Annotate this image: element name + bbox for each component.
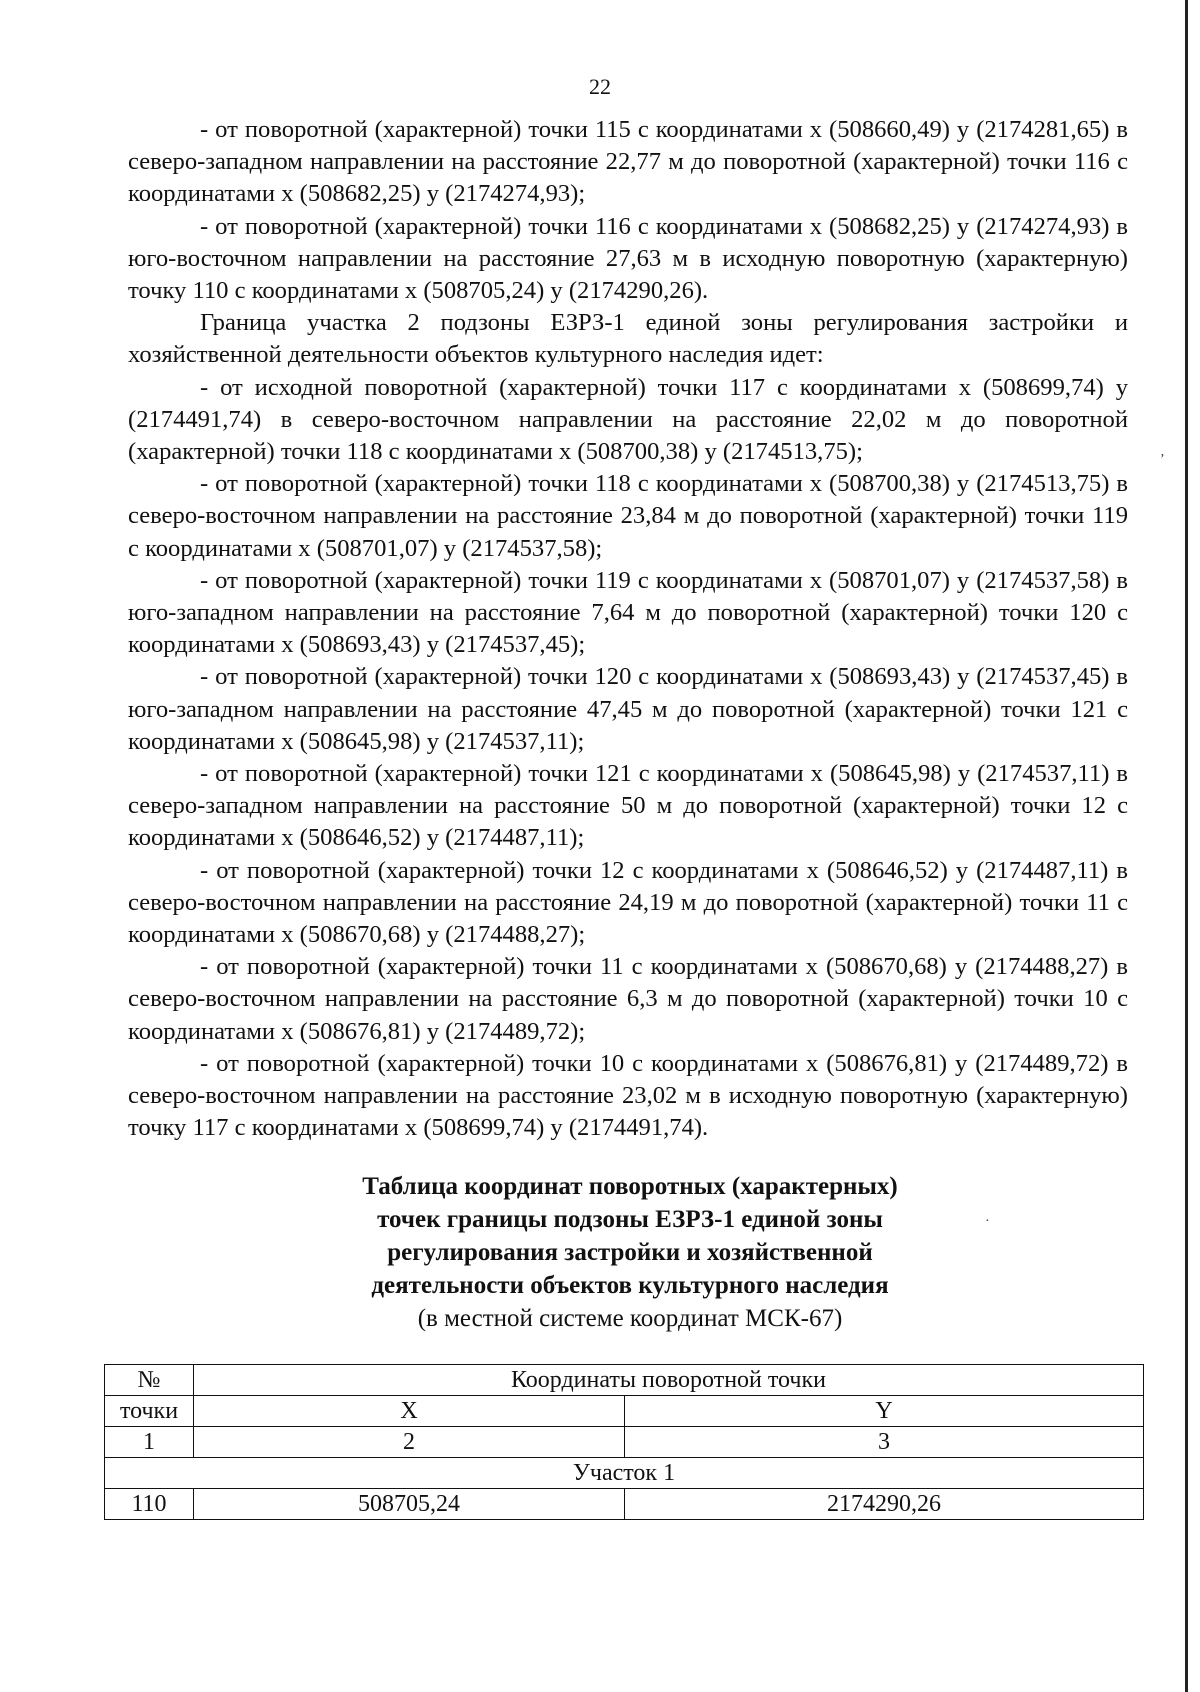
index-cell: 1	[105, 1427, 194, 1458]
table-subtitle: (в местной системе координат МСК-67)	[417, 1305, 843, 1332]
paragraph: - от поворотной (характерной) точки 11 с координатами х (508670,68) у (2174488,27) в северо-восточном направлении на расстояние 6,3 м до поворотной (характерной) точки 10 с координатами х (508676,81) у (2174489,72);	[128, 953, 1128, 1045]
table-title-line: точек границы подзоны ЕЗРЗ-1 единой зоны	[377, 1206, 883, 1233]
paragraph: - от поворотной (характерной) точки 115 с координатами х (508660,49) у (2174281,65) в северо-западном направлении на расстояние 22,77 м до поворотной (характерной) точки 116 с координатами х (508682,25) у (2174274,93);	[128, 116, 1128, 208]
index-cell: 2	[194, 1427, 625, 1458]
paragraph: Граница участка 2 подзоны ЕЗРЗ-1 единой зоны регулирования застройки и хозяйственной деятельности объектов культурного наследия идет:	[128, 309, 1128, 369]
paragraph: - от поворотной (характерной) точки 119 с координатами х (508701,07) у (2174537,58) в юго-западном направлении на расстояние 7,64 м до поворотной (характерной) точки 120 с координатами х (508693,43) у (2174537,45);	[128, 566, 1128, 659]
coordinates-table	[104, 1364, 1144, 1520]
table-title-line: Таблица координат поворотных (характерных)	[362, 1173, 898, 1200]
paragraph: - от поворотной (характерной) точки 118 с координатами х (508700,38) у (2174513,75) в северо-восточном направлении на расстояние 23,84 м до поворотной (характерной) точки 119 с координатами х (508701,07) у (2174537,58);	[128, 470, 1128, 562]
section-label: Участок 1	[105, 1458, 1144, 1489]
paragraph: - от исходной поворотной (характерной) точки 117 с координатами х (508699,74) у (2174491,74) в северо-восточном направлении на расстояние 22,02 м до поворотной (характерной) точки 118 с координатами х (508700,38) у (2174513,75);	[128, 373, 1128, 466]
paragraph: - от поворотной (характерной) точки 120 с координатами х (508693,43) у (2174537,45) в юго-западном направлении на расстояние 47,45 м до поворотной (характерной) точки 121 с координатами х (508645,98) у (2174537,11);	[128, 663, 1128, 755]
header-x: X	[194, 1396, 625, 1427]
paragraph: - от поворотной (характерной) точки 10 с координатами х (508676,81) у (2174489,72) в северо-восточном направлении на расстояние 23,02 м в исходную поворотную (характерную) точку 117 с координатами х (508699,74) у (2174491,74).	[128, 1049, 1128, 1142]
paragraph: - от поворотной (характерной) точки 121 с координатами х (508645,98) у (2174537,11) в северо-западном направлении на расстояние 50 м до поворотной (характерной) точки 12 с координатами х (508646,52) у (2174487,11);	[128, 760, 1128, 852]
point-number: 110	[105, 1489, 194, 1520]
scan-edge-line	[1185, 0, 1188, 1692]
header-y: Y	[625, 1396, 1144, 1427]
paragraph: - от поворотной (характерной) точки 116 с координатами х (508682,25) у (2174274,93) в юго-восточном направлении на расстояние 27,63 м в исходную поворотную (характерную) точку 110 с координатами х (508705,24) у (2174290,26).	[128, 212, 1128, 305]
table-title-line: регулирования застройки и хозяйственной	[387, 1239, 873, 1266]
scan-speck: ·	[985, 1214, 990, 1229]
page-number: 22	[589, 74, 611, 99]
table-row	[105, 1489, 1144, 1520]
table-header-row	[105, 1365, 1144, 1396]
header-num-top: №	[105, 1365, 194, 1396]
header-coords: Координаты поворотной точки	[194, 1365, 1144, 1396]
body-text	[128, 114, 1128, 1145]
table-title-line: деятельности объектов культурного наследия	[371, 1272, 889, 1299]
point-x: 508705,24	[194, 1489, 625, 1520]
paragraph: - от поворотной (характерной) точки 12 с координатами х (508646,52) у (2174487,11) в северо-восточном направлении на расстояние 24,19 м до поворотной (характерной) точки 11 с координатами х (508670,68) у (2174488,27);	[128, 856, 1128, 949]
header-num-bottom: точки	[105, 1396, 194, 1427]
table-section-row	[105, 1458, 1144, 1489]
point-y: 2174290,26	[625, 1489, 1144, 1520]
table-index-row	[105, 1427, 1144, 1458]
table-header-row	[105, 1396, 1144, 1427]
scan-speck: ’	[1160, 452, 1165, 467]
table-title	[300, 1170, 960, 1335]
index-cell: 3	[625, 1427, 1144, 1458]
